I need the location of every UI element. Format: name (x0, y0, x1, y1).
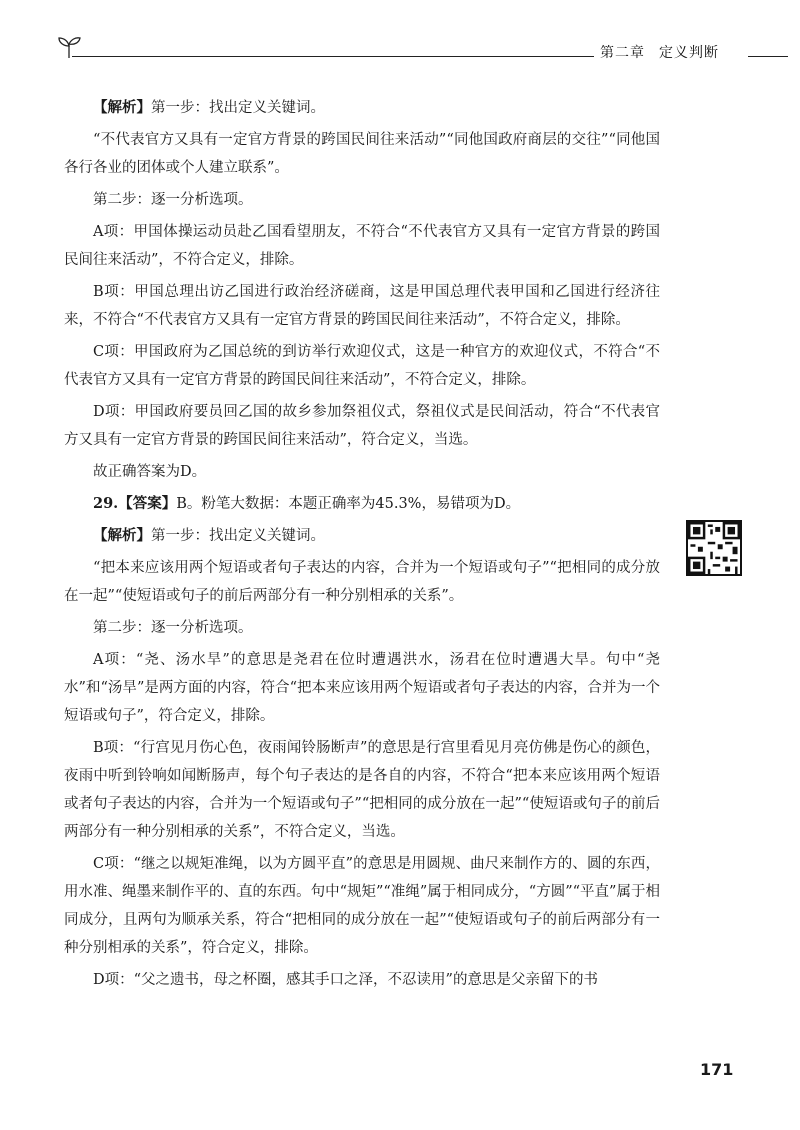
answer-line: 29.【答案】B。粉笔大数据：本题正确率为45.3%，易错项为D。 (93, 495, 521, 512)
page-body (64, 94, 660, 998)
header-rule-left (72, 56, 594, 57)
chapter-label (600, 42, 719, 62)
paragraph: 【解析】第一步：找出定义关键词。 (93, 527, 325, 544)
paragraph: B项：“行宫见月伤心色，夜雨闻铃肠断声”的意思是行宫里看见月亮仿佛是伤心的颜色，夜雨中听到铃响如闻断肠声，每个句子表达的是各自的内容，不符合“把本来应该用两个短语或者句子表达的内容，合并为一个短语或句子”“把相同的成分放在一起”“使短语或句子的前后两部分有一种分别相承的关系”，不符合定义，当选。 (64, 740, 660, 840)
paragraph: A项：甲国体操运动员赴乙国看望朋友，不符合“不代表官方又具有一定官方背景的跨国民间往来活动”，不符合定义，排除。 (64, 224, 660, 268)
page-number: 171 (700, 1060, 734, 1079)
paragraph: C项：甲国政府为乙国总统的到访举行欢迎仪式，这是一种官方的欢迎仪式，不符合“不代表官方又具有一定官方背景的跨国民间往来活动”，不符合定义，排除。 (64, 344, 660, 388)
paragraph: 第二步：逐一分析选项。 (93, 192, 253, 208)
paragraph: 第二步：逐一分析选项。 (93, 620, 253, 636)
chapter-number: 第二章 (600, 45, 645, 61)
chapter-title: 定义判断 (659, 45, 719, 61)
header-rule-right (748, 56, 788, 57)
paragraph: D项：甲国政府要员回乙国的故乡参加祭祖仪式，祭祖仪式是民间活动，符合“不代表官方又具有一定官方背景的跨国民间往来活动”，符合定义，当选。 (64, 404, 660, 448)
paragraph: 故正确答案为D。 (93, 464, 207, 480)
paragraph: C项：“继之以规矩准绳，以为方圆平直”的意思是用圆规、曲尺来制作方的、圆的东西，用水准、绳墨来制作平的、直的东西。句中“规矩”“准绳”属于相同成分，“方圆”“平直”属于相同成分，且两句为顺承关系，符合“把相同的成分放在一起”“使短语或句子的前后两部分有一种分别相承的关系”，符合定义，排除。 (64, 856, 660, 956)
paragraph: 【解析】第一步：找出定义关键词。 (93, 99, 325, 116)
running-header (0, 0, 800, 80)
paragraph: D项：“父之遗书，母之杯圈，感其手口之泽，不忍读用”的意思是父亲留下的书 (93, 972, 598, 988)
paragraph: “把本来应该用两个短语或者句子表达的内容，合并为一个短语或句子”“把相同的成分放在一起”“使短语或句子的前后两部分有一种分别相承的关系”。 (64, 560, 660, 604)
qr-code-icon[interactable] (686, 520, 742, 576)
paragraph: B项：甲国总理出访乙国进行政治经济磋商，这是甲国总理代表甲国和乙国进行经济往来，不符合“不代表官方又具有一定官方背景的跨国民间往来活动”，不符合定义，排除。 (64, 284, 660, 328)
paragraph: A项：“尧、汤水旱”的意思是尧君在位时遭遇洪水，汤君在位时遭遇大旱。句中“尧水”和“汤旱”是两方面的内容，符合“把本来应该用两个短语或者句子表达的内容，合并为一个短语或句子”，符合定义，排除。 (64, 652, 660, 724)
paragraph: “不代表官方又具有一定官方背景的跨国民间往来活动”“同他国政府商层的交往”“同他国各行各业的团体或个人建立联系”。 (64, 132, 660, 176)
